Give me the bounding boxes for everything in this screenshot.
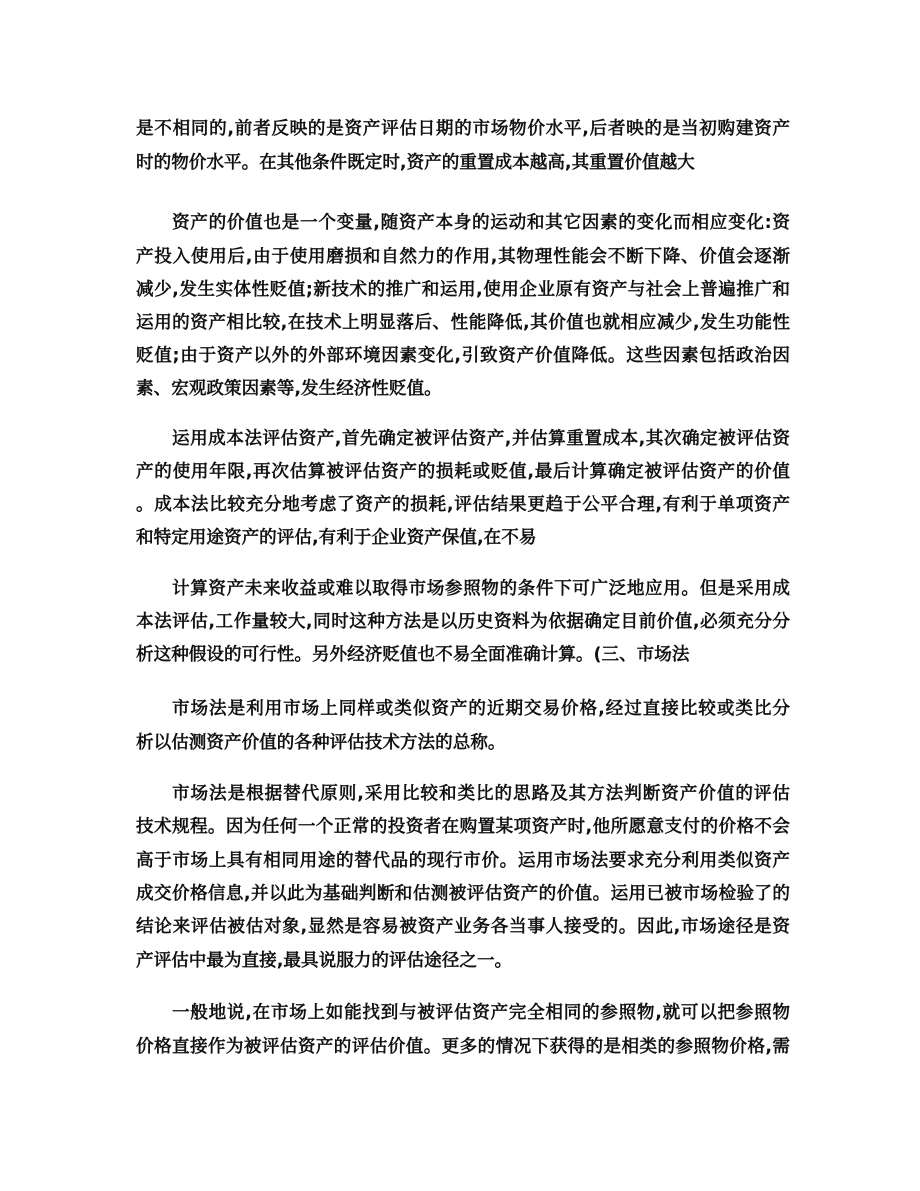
text-line: 市场法是利用市场上同样或类似资产的近期交易价格,经过直接比较或类比分 bbox=[172, 699, 790, 719]
text-line: 。成本法比较充分地考虑了资产的损耗,评估结果更趋于公平合理,有利于单项资产 bbox=[136, 495, 790, 515]
text-line: 运用的资产相比较,在技术上明显落后、性能降低,其价值也就相应减少,发生功能性 bbox=[136, 313, 790, 333]
text-line: 是不相同的,前者反映的是资产评估日期的市场物价水平,后者映的是当初购建资产 bbox=[136, 119, 790, 139]
text-line: 减少,发生实体性贬值;新技术的推广和运用,使用企业原有资产与社会上普遍推广和 bbox=[136, 280, 790, 300]
text-line: 产的使用年限,再次估算被评估资产的损耗或贬值,最后计算确定被评估资产的价值 bbox=[136, 462, 790, 482]
text-line: 析这种假设的可行性。另外经济贬值也不易全面准确计算。(三、市场法 bbox=[136, 645, 690, 665]
text-line: 和特定用途资产的评估,有利于企业资产保值,在不易 bbox=[136, 528, 537, 548]
text-line: 产评估中最为直接,最具说服力的评估途径之一。 bbox=[136, 951, 513, 971]
text-line: 时的物价水平。在其他条件既定时,资产的重置成本越高,其重置价值越大 bbox=[136, 153, 695, 173]
text-line: 技术规程。因为任何一个正常的投资者在购置某项资产时,他所愿意支付的价格不会 bbox=[136, 817, 790, 837]
text-line: 计算资产未来收益或难以取得市场参照物的条件下可广泛地应用。但是采用成 bbox=[172, 579, 790, 599]
text-line: 资产的价值也是一个变量,随资产本身的运动和其它因素的变化而相应变化:资 bbox=[172, 213, 790, 233]
text-line: 本法评估,工作量较大,同时这种方法是以历史资料为依据确定目前价值,必须充分分 bbox=[136, 612, 790, 632]
text-line: 结论来评估被估对象,显然是容易被资产业务各当事人接受的。因此,市场途径是资 bbox=[136, 917, 790, 937]
text-line: 析以估测资产价值的各种评估技术方法的总称。 bbox=[136, 733, 506, 753]
text-line: 成交价格信息,并以此为基础判断和估测被评估资产的价值。运用已被市场检验了的 bbox=[136, 884, 790, 904]
text-line: 产投入使用后,由于使用磨损和自然力的作用,其物理性能会不断下降、价值会逐渐 bbox=[136, 247, 790, 267]
text-line: 高于市场上具有相同用途的替代品的现行市价。运用市场法要求充分利用类似资产 bbox=[136, 851, 790, 871]
text-line: 一般地说,在市场上如能找到与被评估资产完全相同的参照物,就可以把参照物 bbox=[172, 1003, 790, 1023]
text-line: 市场法是根据替代原则,采用比较和类比的思路及其方法判断资产价值的评估 bbox=[172, 784, 790, 804]
text-line: 贬值;由于资产以外的外部环境因素变化,引致资产价值降低。这些因素包括政治因 bbox=[136, 346, 790, 366]
text-line: 素、宏观政策因素等,发生经济性贬值。 bbox=[136, 379, 442, 399]
text-line: 运用成本法评估资产,首先确定被评估资产,并估算重置成本,其次确定被评估资 bbox=[172, 429, 790, 449]
text-line: 价格直接作为被评估资产的评估价值。更多的情况下获得的是相类的参照物价格,需 bbox=[136, 1037, 790, 1057]
